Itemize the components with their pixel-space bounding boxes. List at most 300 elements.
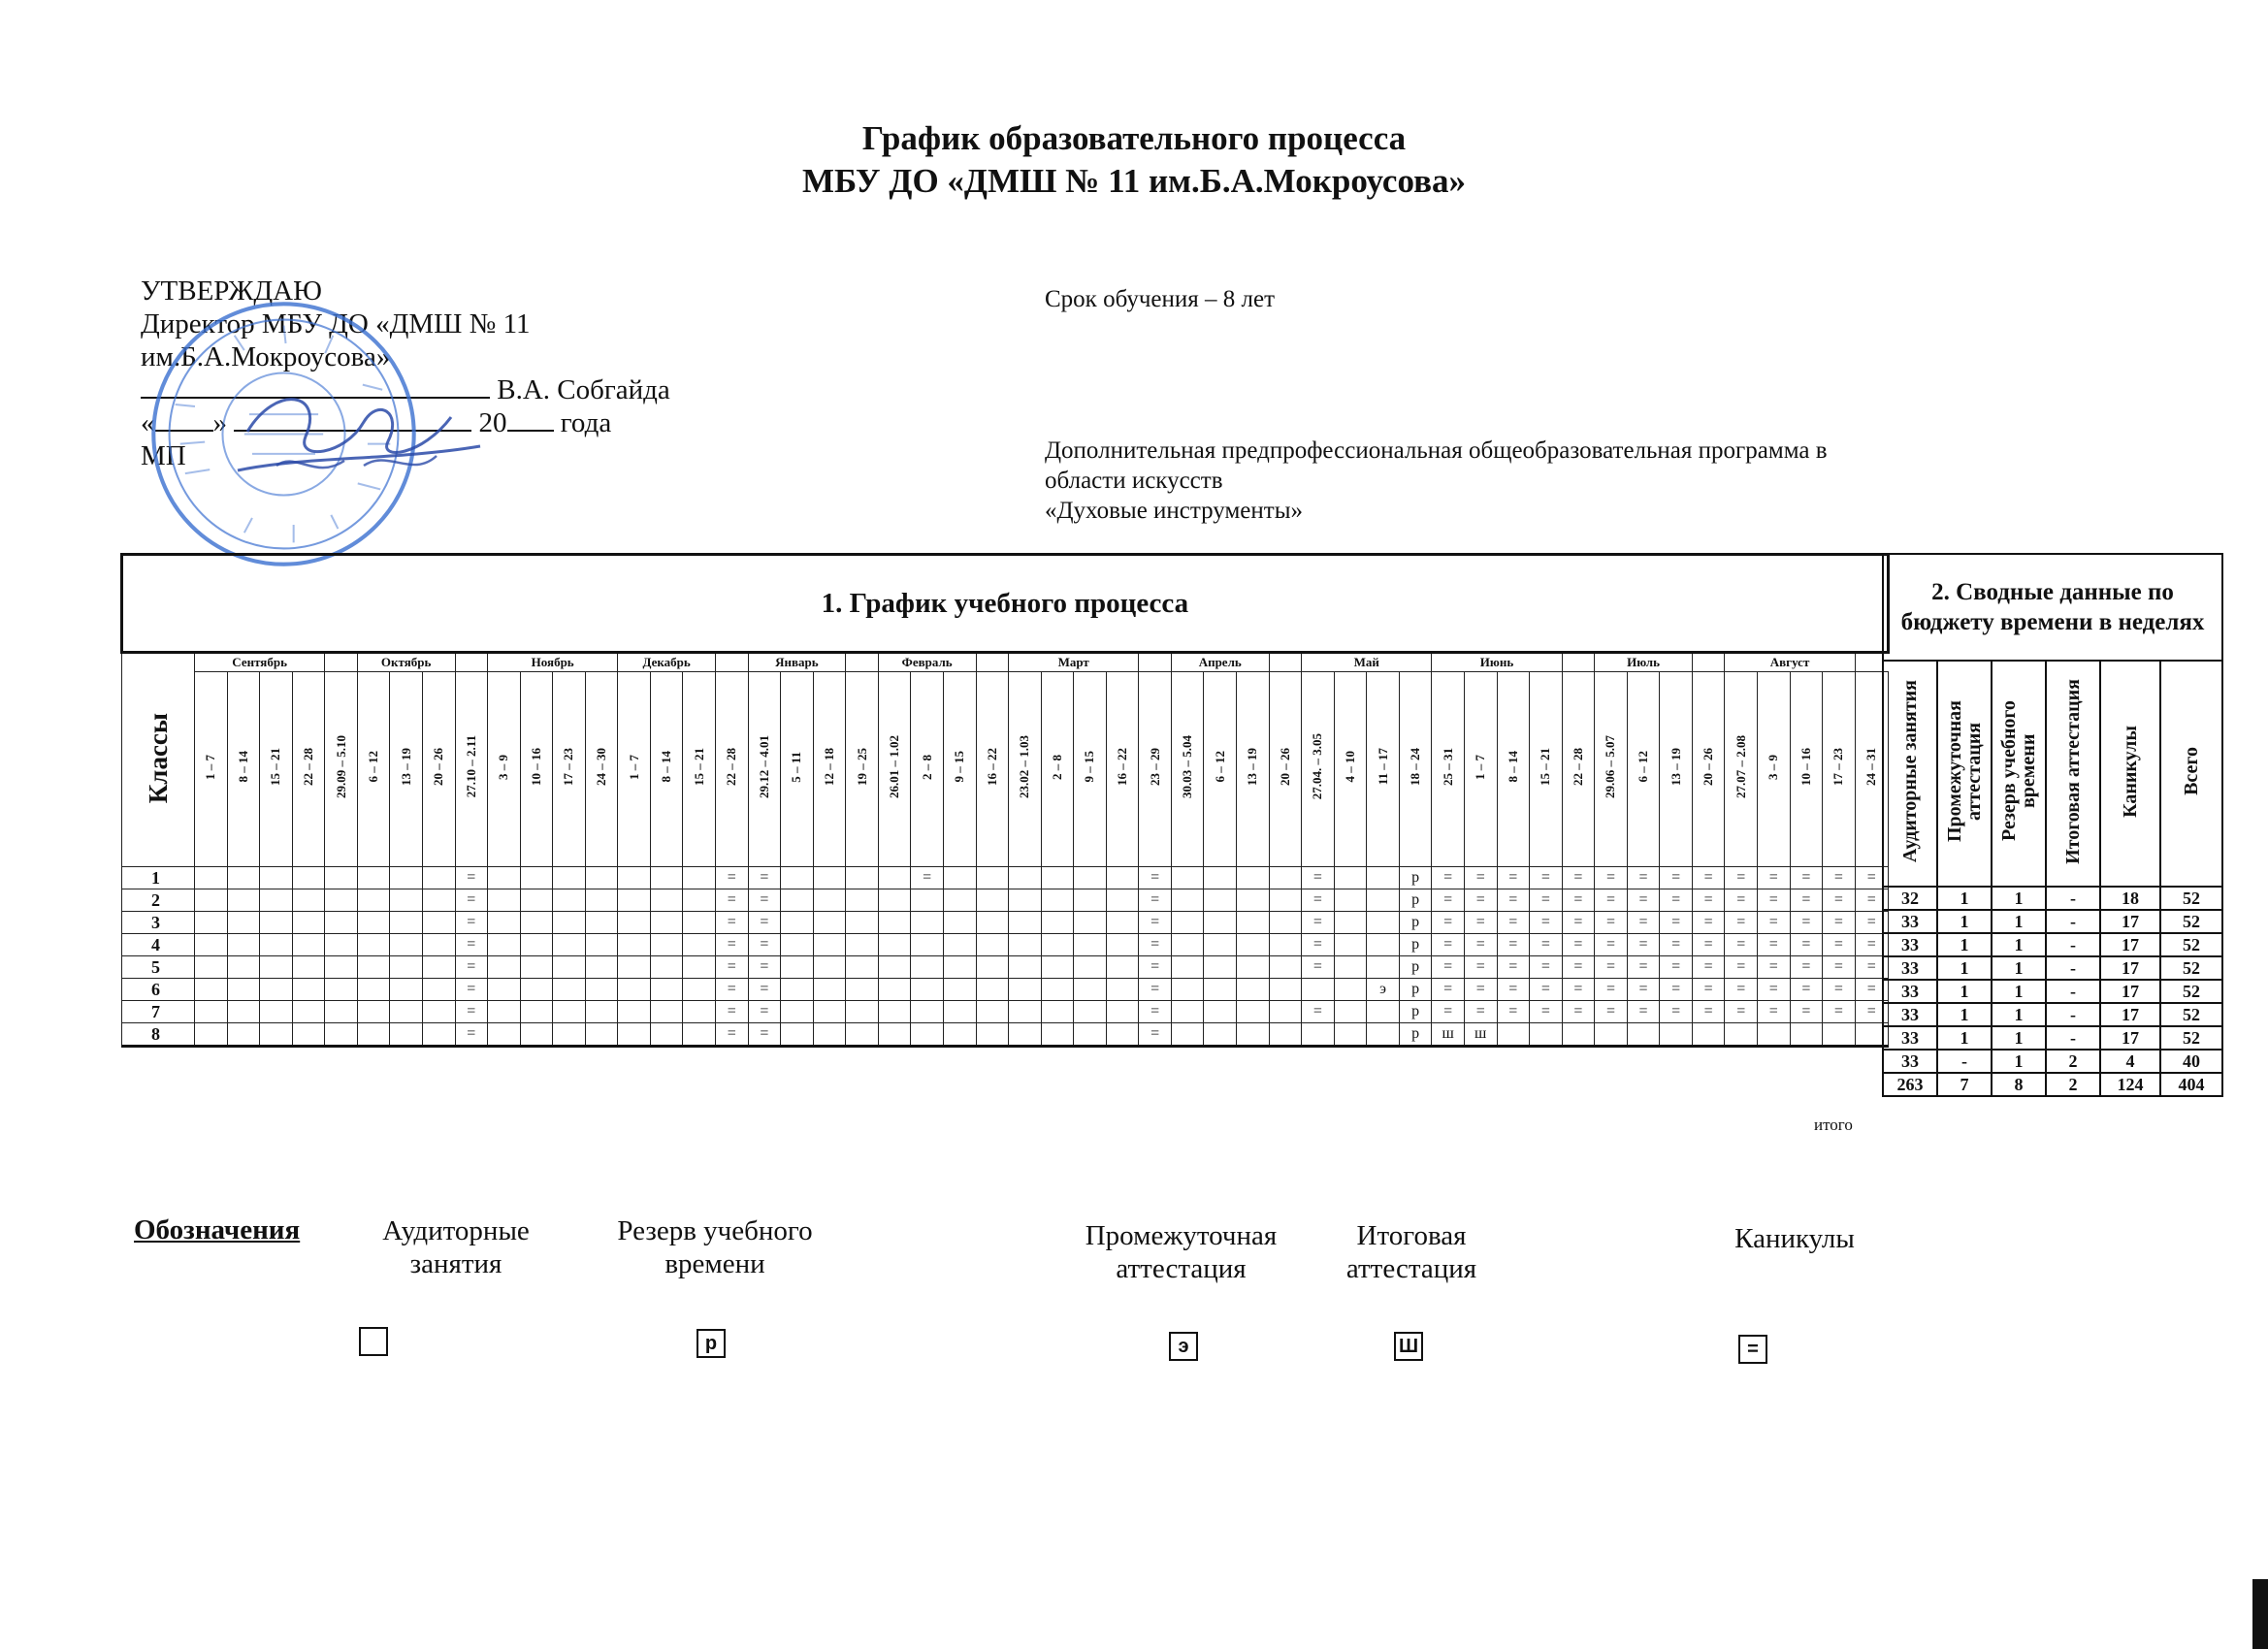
schedule-cell (976, 889, 1009, 912)
schedule-cell (390, 956, 423, 979)
legend-symbol-holidays: = (1738, 1335, 1767, 1364)
schedule-cell: = (1725, 867, 1758, 889)
month-header: Октябрь (357, 653, 455, 672)
schedule-cell: = (1432, 979, 1465, 1001)
schedule-cell (1237, 956, 1270, 979)
week-header (1692, 672, 1725, 867)
summary-total-cell: 8 (1992, 1073, 2046, 1096)
schedule-cell (878, 956, 911, 979)
schedule-cell (781, 1023, 814, 1047)
schedule-cell (195, 889, 228, 912)
schedule-cell (1106, 956, 1139, 979)
schedule-cell (1171, 912, 1204, 934)
summary-row (1883, 1026, 2222, 1050)
schedule-cell: = (748, 1001, 781, 1023)
schedule-cell (683, 867, 716, 889)
week-header (1595, 672, 1628, 867)
schedule-cell: э (1367, 979, 1400, 1001)
summary-cell: 1 (1937, 1003, 1992, 1026)
schedule-cell: = (1725, 889, 1758, 912)
week-range-label: 9 – 15 (1082, 751, 1097, 783)
week-header (1432, 672, 1465, 867)
schedule-cell (553, 889, 586, 912)
schedule-cell (781, 1001, 814, 1023)
schedule-cell: = (1497, 934, 1530, 956)
schedule-cell (1269, 867, 1302, 889)
week-header (292, 672, 325, 867)
summary-cell: 52 (2160, 980, 2222, 1003)
schedule-cell (1595, 1023, 1628, 1047)
schedule-cell (976, 934, 1009, 956)
schedule-cell: = (1530, 1001, 1563, 1023)
schedule-cell (1237, 1001, 1270, 1023)
week-header (1204, 672, 1237, 867)
schedule-cell (976, 979, 1009, 1001)
approval-school: им.Б.А.Мокроусова» (141, 341, 391, 372)
table-row (122, 912, 1889, 934)
schedule-cell: = (748, 867, 781, 889)
week-header (846, 672, 879, 867)
schedule-cell: = (1823, 934, 1856, 956)
summary-total-cell: 2 (2046, 1073, 2100, 1096)
schedule-cell (553, 1023, 586, 1047)
schedule-cell (1334, 912, 1367, 934)
schedule-cell: = (1302, 1001, 1335, 1023)
schedule-cell (325, 1023, 358, 1047)
schedule-cell: = (1627, 956, 1660, 979)
week-range-label: 20 – 26 (1277, 748, 1292, 786)
summary-cell: 33 (1883, 910, 1937, 933)
schedule-cell (878, 889, 911, 912)
schedule-cell (618, 956, 651, 979)
schedule-cell: = (1562, 889, 1595, 912)
summary-cell: 1 (1937, 910, 1992, 933)
schedule-cell (1692, 1023, 1725, 1047)
program-line-2: области искусств (1045, 468, 1223, 494)
schedule-cell: = (1432, 912, 1465, 934)
schedule-cell (846, 912, 879, 934)
schedule-cell (846, 889, 879, 912)
schedule-cell (683, 912, 716, 934)
schedule-cell (650, 956, 683, 979)
summary-row (1883, 887, 2222, 910)
schedule-cell: = (1497, 912, 1530, 934)
schedule-cell (976, 867, 1009, 889)
schedule-cell: = (1464, 934, 1497, 956)
schedule-cell (260, 889, 293, 912)
schedule-cell: = (716, 956, 749, 979)
summary-cell: 17 (2100, 980, 2160, 1003)
schedule-cell (195, 934, 228, 956)
schedule-cell (846, 934, 879, 956)
week-header (878, 672, 911, 867)
schedule-cell (650, 934, 683, 956)
week-range-label: 18 – 24 (1408, 748, 1423, 786)
schedule-cell (878, 867, 911, 889)
schedule-cell (878, 912, 911, 934)
schedule-cell (1367, 956, 1400, 979)
schedule-cell (1074, 956, 1107, 979)
schedule-cell: р (1399, 867, 1432, 889)
week-header (1399, 672, 1432, 867)
schedule-cell (1009, 979, 1042, 1001)
summary-column-header (1937, 661, 1992, 887)
week-range-label: 27.04. – 3.05 (1310, 733, 1325, 800)
summary-row (1883, 980, 2222, 1003)
schedule-cell: = (1790, 934, 1823, 956)
schedule-cell (1009, 889, 1042, 912)
schedule-cell: = (1823, 867, 1856, 889)
schedule-cell (260, 912, 293, 934)
week-range-label: 8 – 14 (235, 751, 250, 783)
week-header (1171, 672, 1204, 867)
summary-cell: 40 (2160, 1050, 2222, 1073)
month-header (455, 653, 488, 672)
week-range-label: 22 – 28 (1570, 748, 1585, 786)
week-header (1009, 672, 1042, 867)
schedule-cell (1269, 1023, 1302, 1047)
schedule-cell: = (1627, 934, 1660, 956)
schedule-cell (422, 956, 455, 979)
schedule-cell (195, 1023, 228, 1047)
summary-cell: 52 (2160, 956, 2222, 980)
schedule-cell (520, 934, 553, 956)
month-header (1269, 653, 1302, 672)
week-header (1758, 672, 1791, 867)
schedule-cell (422, 934, 455, 956)
week-range-label: 29.12 – 4.01 (756, 735, 771, 798)
summary-cell: - (2046, 980, 2100, 1003)
schedule-cell: = (455, 912, 488, 934)
schedule-cell (488, 979, 521, 1001)
schedule-cell (813, 934, 846, 956)
summary-column-header (2160, 661, 2222, 887)
summary-cell: 33 (1883, 1026, 1937, 1050)
schedule-cell (1204, 979, 1237, 1001)
schedule-cell (1074, 934, 1107, 956)
schedule-cell (618, 979, 651, 1001)
schedule-cell: = (748, 934, 781, 956)
schedule-cell: = (716, 979, 749, 1001)
schedule-cell (813, 979, 846, 1001)
schedule-cell: = (1790, 979, 1823, 1001)
schedule-cell (292, 1001, 325, 1023)
week-header (683, 672, 716, 867)
program-line-1: Дополнительная предпрофессиональная общеобразовательная программа в (1045, 437, 1828, 464)
summary-cell: 52 (2160, 1003, 2222, 1026)
schedule-cell (292, 889, 325, 912)
week-range-label: 6 – 12 (366, 751, 381, 783)
schedule-cell (943, 1023, 976, 1047)
summary-cell: 2 (2046, 1050, 2100, 1073)
schedule-cell: = (1692, 1001, 1725, 1023)
schedule-cell (878, 934, 911, 956)
summary-column-header (1883, 661, 1937, 887)
schedule-cell: = (1855, 956, 1888, 979)
summary-column-label: Всего (2181, 747, 2203, 795)
schedule-cell: = (1562, 1001, 1595, 1023)
schedule-cell (292, 934, 325, 956)
schedule-cell (618, 1023, 651, 1047)
schedule-cell (325, 912, 358, 934)
schedule-cell (1106, 912, 1139, 934)
schedule-cell (1171, 867, 1204, 889)
schedule-cell (1074, 889, 1107, 912)
schedule-cell (390, 1001, 423, 1023)
approval-heading: УТВЕРЖДАЮ (141, 275, 322, 307)
week-header (911, 672, 944, 867)
summary-row (1883, 956, 2222, 980)
summary-row (1883, 1050, 2222, 1073)
schedule-cell: = (1432, 889, 1465, 912)
week-range-label: 13 – 19 (1668, 748, 1683, 786)
date-open-quote: « (141, 407, 155, 438)
summary-column-label: Резерв учебного времени (1998, 700, 2039, 842)
schedule-cell (1237, 912, 1270, 934)
schedule-cell (488, 1001, 521, 1023)
week-header (1530, 672, 1563, 867)
summary-column-label: Промежуточная аттестация (1944, 700, 1985, 842)
schedule-cell (1171, 979, 1204, 1001)
week-range-label: 24 – 31 (1863, 748, 1879, 786)
week-header (1334, 672, 1367, 867)
summary-cell: 33 (1883, 1050, 1937, 1073)
schedule-cell (292, 912, 325, 934)
schedule-cell (911, 979, 944, 1001)
schedule-cell (553, 979, 586, 1001)
schedule-cell (520, 912, 553, 934)
schedule-cell: = (911, 867, 944, 889)
schedule-cell: = (1790, 867, 1823, 889)
summary-cell: 1 (1937, 956, 1992, 980)
schedule-cell (618, 934, 651, 956)
schedule-cell (1106, 1001, 1139, 1023)
class-number: 5 (122, 956, 195, 979)
legend-heading: Обозначения (134, 1214, 301, 1245)
week-range-label: 12 – 18 (821, 748, 836, 786)
week-range-label: 10 – 16 (1798, 748, 1813, 786)
schedule-cell: = (1790, 889, 1823, 912)
week-header (748, 672, 781, 867)
summary-cell: 17 (2100, 1026, 2160, 1050)
schedule-cell (1334, 934, 1367, 956)
schedule-cell: = (455, 1001, 488, 1023)
week-range-label: 20 – 26 (431, 748, 446, 786)
schedule-cell (1367, 912, 1400, 934)
schedule-cell (1334, 867, 1367, 889)
week-range-label: 2 – 8 (919, 754, 934, 780)
schedule-cell (325, 1001, 358, 1023)
schedule-cell (422, 889, 455, 912)
week-range-label: 22 – 28 (300, 748, 315, 786)
summary-total-cell: 7 (1937, 1073, 1992, 1096)
week-range-label: 17 – 23 (561, 748, 576, 786)
schedule-cell: = (1139, 934, 1172, 956)
schedule-cell (781, 912, 814, 934)
schedule-cell (813, 956, 846, 979)
schedule-cell (1269, 889, 1302, 912)
schedule-cell (260, 956, 293, 979)
week-header (1790, 672, 1823, 867)
schedule-cell: = (1464, 912, 1497, 934)
class-number: 7 (122, 1001, 195, 1023)
week-header (716, 672, 749, 867)
schedule-cell (292, 979, 325, 1001)
schedule-cell (1334, 1023, 1367, 1047)
schedule-cell (390, 867, 423, 889)
schedule-cell: = (1302, 912, 1335, 934)
schedule-cell: ш (1464, 1023, 1497, 1047)
week-range-label: 27.10 – 2.11 (463, 735, 478, 798)
schedule-cell: = (1758, 1001, 1791, 1023)
schedule-cell: = (1790, 1001, 1823, 1023)
week-range-label: 16 – 22 (984, 748, 999, 786)
schedule-cell: р (1399, 889, 1432, 912)
program-line-3: «Духовые инструменты» (1045, 498, 1303, 524)
schedule-cell (1302, 1023, 1335, 1047)
schedule-cell (1367, 867, 1400, 889)
summary-cell: 33 (1883, 980, 1937, 1003)
week-range-label: 8 – 14 (659, 751, 674, 783)
week-header (1106, 672, 1139, 867)
schedule-cell (390, 1023, 423, 1047)
schedule-cell: = (1530, 956, 1563, 979)
schedule-cell (683, 889, 716, 912)
year-suffix: года (560, 407, 612, 438)
week-header (488, 672, 521, 867)
schedule-cell: = (1627, 979, 1660, 1001)
schedule-cell: = (1660, 979, 1693, 1001)
summary-cell: - (2046, 1026, 2100, 1050)
schedule-cell (846, 979, 879, 1001)
week-header (1269, 672, 1302, 867)
schedule-cell: = (1627, 912, 1660, 934)
schedule-cell (195, 867, 228, 889)
week-range-label: 25 – 31 (1440, 748, 1455, 786)
schedule-cell: = (1139, 979, 1172, 1001)
schedule-cell (520, 889, 553, 912)
week-header (1725, 672, 1758, 867)
summary-section (1882, 553, 2223, 1097)
legend-symbol-intermediate: э (1169, 1332, 1198, 1361)
month-header: Июнь (1432, 653, 1562, 672)
schedule-cell (1106, 934, 1139, 956)
schedule-cell (325, 956, 358, 979)
summary-cell: 1 (1992, 910, 2046, 933)
schedule-cell (650, 1023, 683, 1047)
schedule-cell (195, 956, 228, 979)
schedule-cell (618, 912, 651, 934)
schedule-cell (292, 956, 325, 979)
table-row (122, 956, 1889, 979)
schedule-cell: = (716, 912, 749, 934)
week-range-label: 1 – 7 (626, 754, 641, 780)
schedule-cell (943, 979, 976, 1001)
month-header: Сентябрь (195, 653, 325, 672)
summary-cell: 1 (1937, 1026, 1992, 1050)
schedule-cell: = (748, 912, 781, 934)
summary-cell: 52 (2160, 1026, 2222, 1050)
week-header (650, 672, 683, 867)
schedule-cell (357, 867, 390, 889)
schedule-cell: = (1758, 912, 1791, 934)
schedule-cell (976, 912, 1009, 934)
schedule-cell (1660, 1023, 1693, 1047)
schedule-cell: = (1139, 867, 1172, 889)
schedule-cell (1562, 1023, 1595, 1047)
schedule-cell (1041, 912, 1074, 934)
schedule-cell: = (1823, 1001, 1856, 1023)
schedule-cell (1823, 1023, 1856, 1047)
schedule-cell (683, 956, 716, 979)
week-range-label: 30.03 – 5.04 (1180, 735, 1195, 798)
schedule-cell (813, 867, 846, 889)
summary-cell: 1 (1992, 887, 2046, 910)
schedule-cell: = (1432, 867, 1465, 889)
week-header (422, 672, 455, 867)
schedule-cell: = (1562, 979, 1595, 1001)
summary-cell: 33 (1883, 1003, 1937, 1026)
schedule-cell (422, 867, 455, 889)
week-range-label: 23.02 – 1.03 (1017, 735, 1032, 798)
week-range-label: 1 – 7 (1473, 754, 1488, 780)
week-range-label: 19 – 25 (854, 748, 869, 786)
schedule-cell: = (1823, 979, 1856, 1001)
summary-column-header (2100, 661, 2160, 887)
schedule-cell (1204, 1023, 1237, 1047)
week-range-label: 9 – 15 (952, 751, 967, 783)
director-signature (218, 364, 500, 500)
week-header (618, 672, 651, 867)
schedule-cell (911, 1001, 944, 1023)
month-header (1562, 653, 1595, 672)
schedule-cell: = (1855, 889, 1888, 912)
class-number: 8 (122, 1023, 195, 1047)
schedule-cell (227, 912, 260, 934)
schedule-cell: = (1139, 889, 1172, 912)
schedule-cell (390, 889, 423, 912)
schedule-cell (195, 1001, 228, 1023)
schedule-cell (1302, 979, 1335, 1001)
schedule-cell: = (748, 889, 781, 912)
schedule-cell (488, 934, 521, 956)
schedule-cell: = (1302, 934, 1335, 956)
schedule-cell: = (1464, 867, 1497, 889)
summary-cell: - (2046, 1003, 2100, 1026)
schedule-cell (1074, 912, 1107, 934)
class-number: 6 (122, 979, 195, 1001)
schedule-cell (1269, 912, 1302, 934)
summary-cell: 1 (1992, 980, 2046, 1003)
summary-cell: 33 (1883, 933, 1937, 956)
schedule-title: 1. График учебного процесса (122, 555, 1889, 653)
schedule-cell: = (1497, 956, 1530, 979)
summary-cell: 17 (2100, 910, 2160, 933)
schedule-cell: = (1790, 956, 1823, 979)
study-term: Срок обучения – 8 лет (1045, 286, 1276, 312)
schedule-cell (683, 934, 716, 956)
month-header: Август (1725, 653, 1855, 672)
schedule-cell (357, 912, 390, 934)
month-header (325, 653, 358, 672)
schedule-cell: = (1725, 1001, 1758, 1023)
schedule-cell (520, 1001, 553, 1023)
schedule-cell (1725, 1023, 1758, 1047)
schedule-cell: = (455, 979, 488, 1001)
schedule-cell (1041, 979, 1074, 1001)
schedule-cell: ш (1432, 1023, 1465, 1047)
week-range-label: 29.06 – 5.07 (1603, 735, 1618, 798)
